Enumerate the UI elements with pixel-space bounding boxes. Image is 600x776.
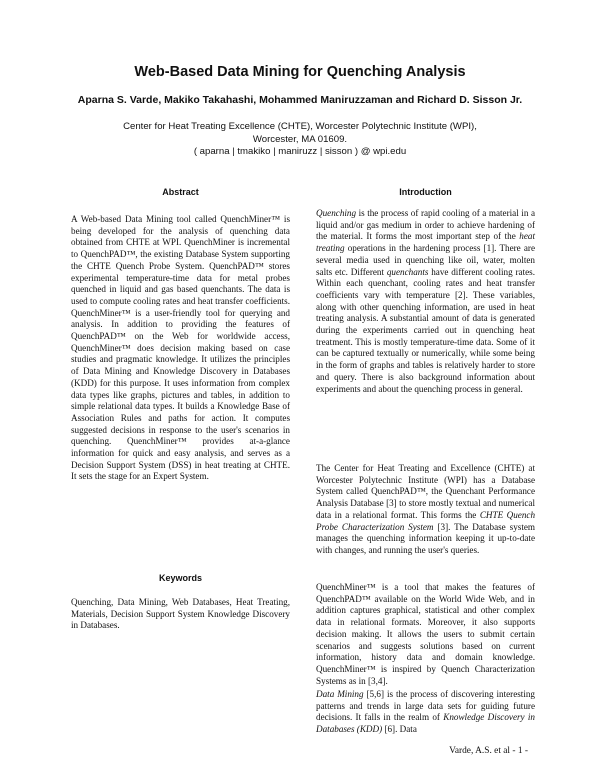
keywords-text: Quenching, Data Mining, Web Databases, Heat Treating, Materials, Decision Support System Knowledge Discovery in Databases.	[71, 597, 290, 631]
term-data-mining: Data Mining	[316, 689, 364, 699]
term-quenchants: quenchants	[386, 266, 429, 277]
abstract-section	[71, 187, 290, 197]
keywords-heading: Keywords	[158, 573, 202, 583]
intro-paragraph-4: Data Mining [5,6] is the process of discovering interesting patterns and trends in large data sets for guiding future decisions. It falls in the realm of Knowledge Discovery in Databases (KDD) [6]. Data	[316, 689, 535, 735]
introduction-heading: Introduction	[399, 187, 452, 197]
keywords-body	[71, 597, 290, 632]
intro-paragraph-2: The Center for Heat Treating and Excellence (CHTE) at Worcester Polytechnic Institute (WPI) has a Database System called QuenchPAD™, the Quenchant Performance Analysis Database [3] to store mostly textual and numerical data in a relational format. This forms the CHTE Quench Probe Characterization System [3]. The Database system manages the quenching information keeping it up-to-date with changes, and running the user's queries.	[316, 463, 536, 555]
term-kdd: Knowledge Discovery in Databases (KDD)	[316, 712, 535, 735]
intro-paragraph-1: Quenching is the process of rapid cooling of a material in a liquid and/or gas medium in order to achieve hardening of the material. It forms the most important step of the heat treating operations in the hardening process [1]. There are several media used in quenching like oil, water, molten salts etc. Different quenchants have different cooling rates. Within each quenchant, cooling rates and heat transfer coefficients vary with temperature [2]. These variables, along with other quenching information, are used in heat treating analysis. A substantial amount of data is generated during the experiments carried out in quenching heat treatment. This is mostly temperature-time data. Some of it can be captured textually or numerically, while some being in the form of graphs and tables is relatively harder to store and query. There is also background information about experiments and about the quenching process in general.	[316, 208, 535, 394]
introduction-section	[316, 187, 535, 197]
term-chte-system: CHTE Quench Probe Characterization System	[316, 509, 536, 532]
affiliation-block	[0, 121, 600, 159]
email-line: ( aparna | tmakiko | maniruzz | sisson ) @ wpi.edu	[193, 146, 407, 158]
keywords-section	[71, 573, 290, 583]
paper-title: Web-Based Data Mining for Quenching Analysis	[134, 64, 466, 80]
abstract-body	[71, 214, 290, 483]
affiliation-line: Center for Heat Treating Excellence (CHTE), Worcester Polytechnic Institute (WPI),	[123, 121, 477, 132]
abstract-heading: Abstract	[162, 187, 199, 197]
term-quenching: Quenching	[316, 208, 357, 218]
author-list: Aparna S. Varde, Makiko Takahashi, Mohammed Maniruzzaman and Richard D. Sisson Jr.	[77, 94, 523, 106]
term-heat-treating: heat treating	[316, 231, 535, 254]
affiliation-line: Worcester, MA 01609.	[252, 133, 348, 145]
intro-paragraph-3: QuenchMiner™ is a tool that makes the features of QuenchPAD™ available on the World Wide Web, and in addition captures graphical, statistical and other complex data in relational formats. Moreover, it also supports decision making. It allows the users to submit certain scenarios and suggests solutions based on current information, history data and domain knowledge. QuenchMiner™ is inspired by Quench Characterization Systems as in [3,4].	[316, 582, 535, 686]
page-footer: Varde, A.S. et al - 1 -	[449, 746, 528, 756]
abstract-text: A Web-based Data Mining tool called QuenchMiner™ is being developed for the analysis of quenching data obtained from CHTE at WPI. QuenchMiner is incremental to QuenchPAD™, the existing Database System supporting the CHTE Quench Probe System. QuenchPAD™ stores experimental temperature-time data for metal probes quenched in liquid and gas based quenchants. The data is used to compute cooling rates and heat transfer coefficients. QuenchMiner™ is a user-friendly tool for querying and analysis. In addition to providing the features of QuenchPAD™ on the Web for worldwide access, QuenchMiner™ does decision making based on case studies and pragmatic knowledge. It utilizes the principles of Data Mining and Knowledge Discovery in Databases (KDD) for this purpose. It uses information from complex data types like graphs, pictures and tables, in addition to simple relational data types. It builds a Knowledge Base of Association Rules and paths for action. It computes suggested decisions in response to the user's scenarios in quenching. QuenchMiner™ provides at-a-glance information for quick and easy analysis, and serves as a Decision Support System (DSS) in heat treating at CHTE. It sets the stage for an Expert System.	[71, 214, 291, 482]
